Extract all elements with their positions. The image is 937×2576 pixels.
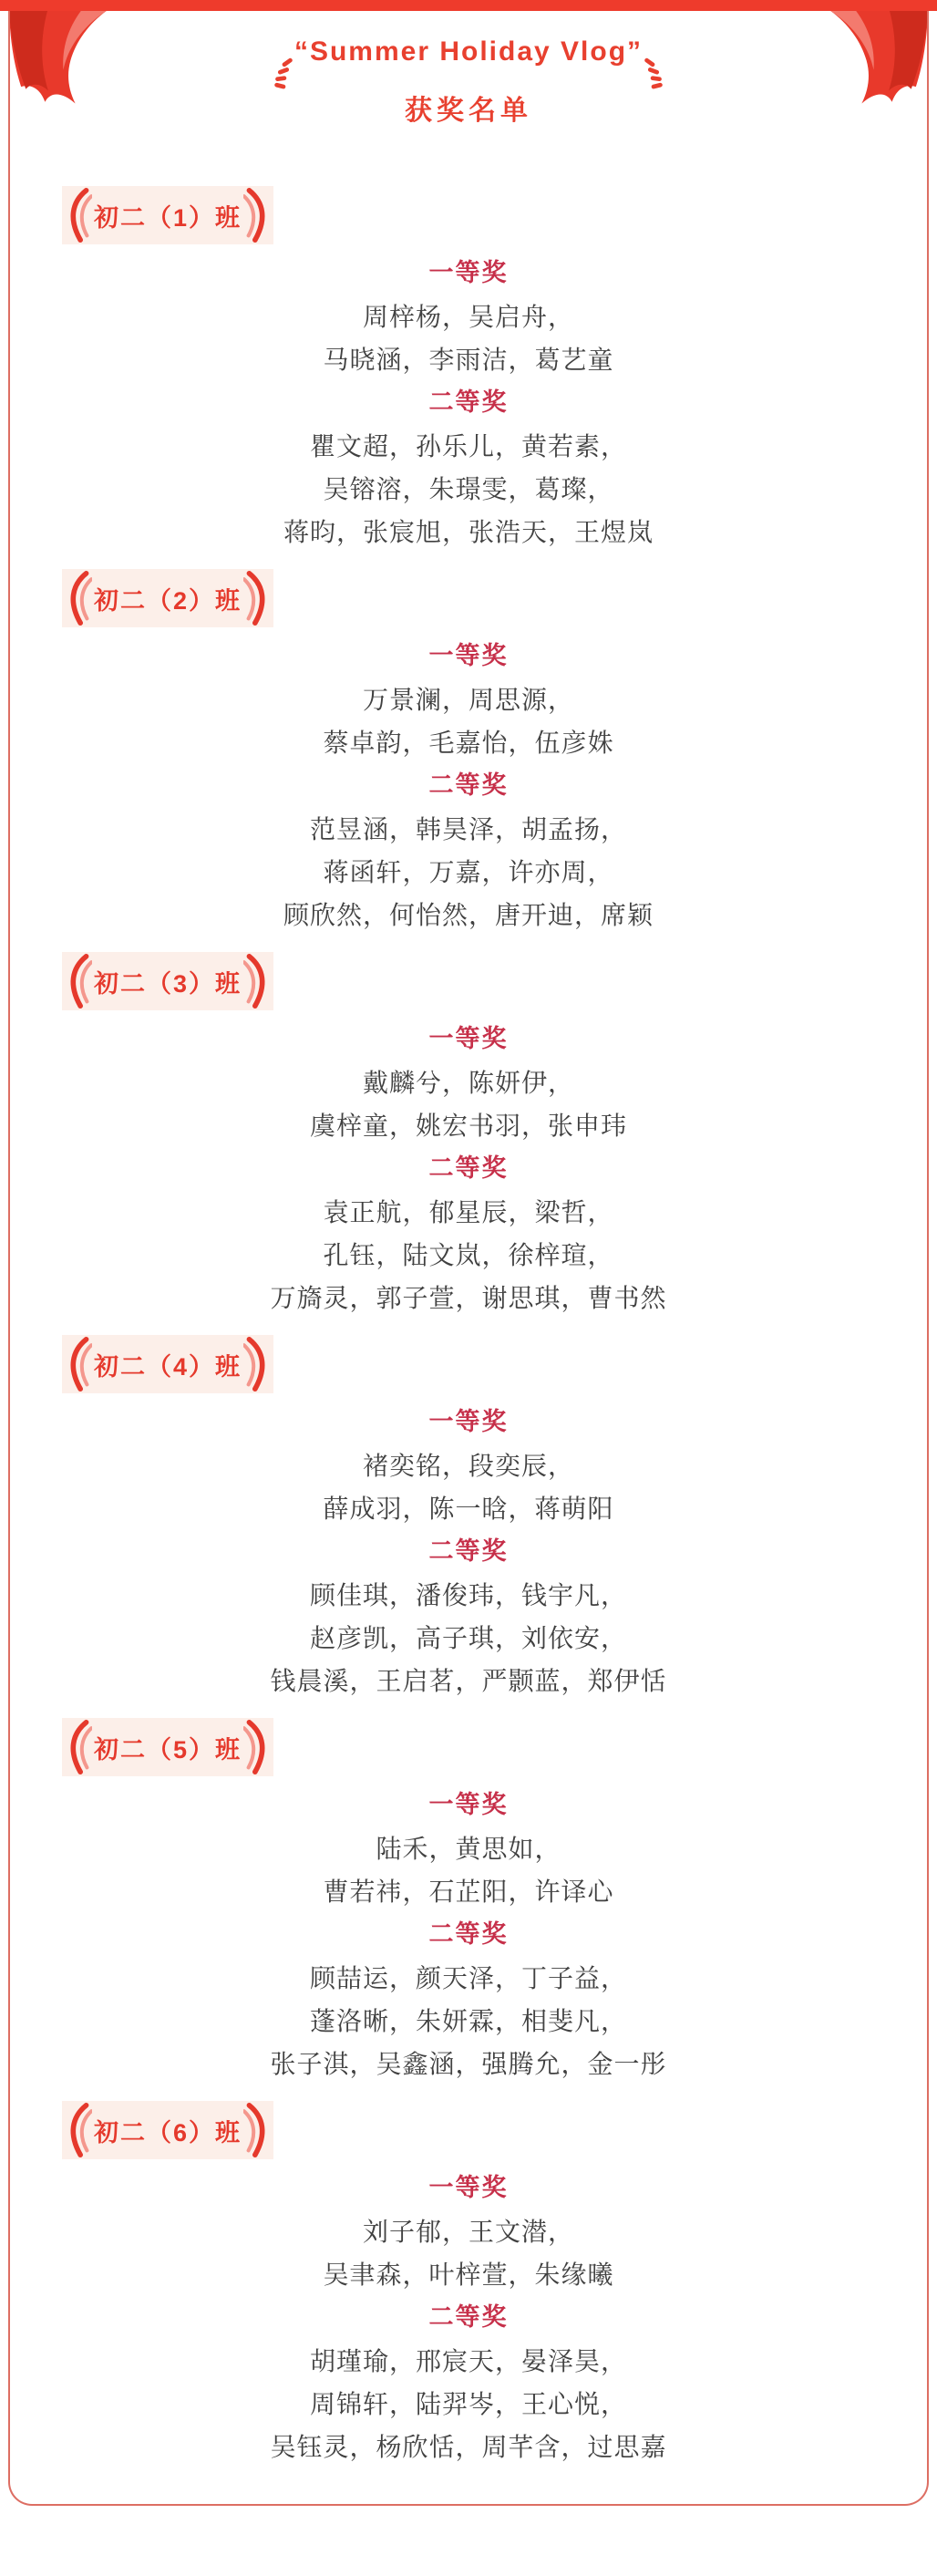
winner-names-line: 赵彦凯，高子琪，刘依安， — [309, 1624, 627, 1652]
first-prize-heading: 一等奖 — [428, 2174, 509, 2201]
class-badge-label: 初二（1）班 — [93, 203, 242, 232]
class-section-1 — [10, 186, 927, 545]
winner-names-line: 顾欣然，何怡然，唐开迪，席颖 — [283, 901, 654, 929]
winner-names-line: 张子淇，吴鑫涵，强腾允，金一彤 — [270, 2050, 667, 2078]
winner-names-line: 万旖灵，郭子萱，谢思琪，曹书然 — [270, 1284, 667, 1312]
class-badge — [62, 2101, 273, 2159]
badge-wing-icon — [63, 949, 92, 1013]
badge-wing-icon — [63, 566, 92, 630]
second-prize-heading: 二等奖 — [428, 1920, 509, 1948]
first-prize-heading: 一等奖 — [428, 259, 509, 286]
winner-names-line: 袁正航，郁星辰，梁哲， — [323, 1198, 614, 1226]
winner-names-line: 周锦轩，陆羿岑，王心悦， — [309, 2390, 627, 2418]
award-list-card — [8, 11, 929, 2506]
second-prize-heading: 二等奖 — [428, 1154, 509, 1182]
badge-wing-icon — [63, 1715, 92, 1779]
winner-names-line: 顾佳琪，潘俊玮，钱宇凡， — [309, 1581, 627, 1609]
class-section-5 — [10, 1718, 927, 2077]
winner-names-line: 钱晨溪，王启茗，严颢蓝，郑伊恬 — [270, 1667, 667, 1695]
class-badge — [62, 1718, 273, 1776]
badge-wing-icon — [63, 1332, 92, 1396]
page-title: “Summer Holiday Vlog” — [293, 36, 644, 67]
winner-names-line: 胡瑾瑜，邢宸天，晏泽昊， — [309, 2347, 627, 2375]
class-section-2 — [10, 569, 927, 928]
header — [10, 11, 927, 128]
badge-wing-icon — [243, 566, 273, 630]
first-prize-heading: 一等奖 — [428, 642, 509, 669]
winner-names-line: 顾喆运，颜天泽，丁子益， — [309, 1964, 627, 1992]
class-badge — [62, 952, 273, 1010]
winner-names-line: 万景澜，周思源， — [362, 686, 574, 714]
top-red-bar — [0, 0, 937, 11]
winner-names-line: 褚奕铭，段奕辰， — [362, 1452, 574, 1480]
badge-wing-icon — [243, 949, 273, 1013]
winner-names-line: 刘子郁，王文潜， — [362, 2218, 574, 2246]
winner-names-line: 蔡卓韵，毛嘉怡，伍彦姝 — [323, 729, 614, 757]
winner-names-line: 马晓涵，李雨洁，葛艺童 — [323, 346, 614, 374]
winner-names-line: 陆禾，黄思如， — [376, 1835, 561, 1863]
badge-wing-icon — [243, 2098, 273, 2162]
second-prize-heading: 二等奖 — [428, 388, 509, 416]
second-prize-heading: 二等奖 — [428, 771, 509, 799]
second-prize-heading: 二等奖 — [428, 2303, 509, 2331]
class-badge — [62, 186, 273, 244]
winner-names-line: 薛成羽，陈一晗，蒋萌阳 — [323, 1495, 614, 1523]
second-prize-heading: 二等奖 — [428, 1537, 509, 1565]
winner-names-line: 范昱涵，韩昊泽，胡孟扬， — [309, 815, 627, 843]
winner-names-line: 蒋昀，张宸旭，张浩天，王煜岚 — [283, 518, 654, 546]
sprig-icon — [271, 55, 296, 95]
first-prize-heading: 一等奖 — [428, 1791, 509, 1818]
winner-names-line: 吴聿森，叶梓萱，朱缘曦 — [323, 2260, 614, 2289]
winner-names-line: 吴钰灵，杨欣恬，周芊含，过思嘉 — [270, 2433, 667, 2461]
class-section-6 — [10, 2101, 927, 2460]
class-badge-label: 初二（5）班 — [93, 1735, 242, 1764]
winner-names-line: 蒋函轩，万嘉，许亦周， — [323, 858, 614, 886]
page-subtitle: 获奖名单 — [405, 96, 532, 126]
badge-wing-icon — [63, 2098, 92, 2162]
winner-names-line: 曹若祎，石芷阳，许译心 — [323, 1878, 614, 1906]
winner-names-line: 瞿文超，孙乐儿，黄若素， — [309, 432, 627, 460]
winner-names-line: 周梓杨，吴启舟， — [362, 303, 574, 331]
class-badge-label: 初二（6）班 — [93, 2118, 242, 2147]
winner-names-line: 孔钰，陆文岚，徐梓瑄， — [323, 1241, 614, 1269]
first-prize-heading: 一等奖 — [428, 1408, 509, 1435]
class-badge-label: 初二（4）班 — [93, 1352, 242, 1381]
class-section-3 — [10, 952, 927, 1311]
winner-names-line: 吴镕溶，朱璟雯，葛璨， — [323, 475, 614, 503]
first-prize-heading: 一等奖 — [428, 1025, 509, 1052]
badge-wing-icon — [243, 183, 273, 247]
winner-names-line: 虞梓童，姚宏书羽，张申玮 — [309, 1112, 627, 1140]
class-badge — [62, 1335, 273, 1393]
class-badge-label: 初二（3）班 — [93, 969, 242, 998]
winner-names-line: 戴麟兮，陈妍伊， — [362, 1069, 574, 1097]
badge-wing-icon — [243, 1715, 273, 1779]
winner-names-line: 蓬洛晰，朱妍霖，相斐凡， — [309, 2007, 627, 2035]
class-badge — [62, 569, 273, 627]
badge-wing-icon — [63, 183, 92, 247]
class-badge-label: 初二（2）班 — [93, 586, 242, 615]
class-section-4 — [10, 1335, 927, 1694]
badge-wing-icon — [243, 1332, 273, 1396]
sprig-icon — [641, 55, 666, 95]
